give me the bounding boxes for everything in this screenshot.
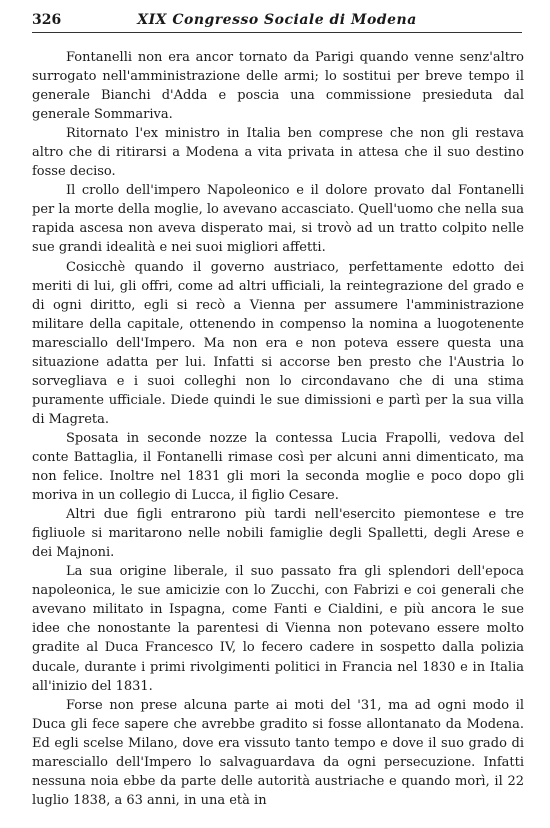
paragraph: Il crollo dell'impero Napoleonico e il dolore provato dal Fontanelli per la morte della moglie, lo avevano accasciato. Quell'uomo che nella sua rapida ascesa non aveva disperato mai, si trovò ad un tratto colpito nelle sue grandi idealità e nei suoi migliori affetti.	[32, 183, 524, 256]
body-text	[32, 48, 524, 810]
paragraph: La sua origine liberale, il suo passato fra gli splendori dell'epoca napoleonica, le sue amicizie con lo Zucchi, con Fabrizi e coi generali che avevano militato in Ispagna, come Fanti e Cialdini, e più ancora le sue idee che nonostante la parentesi di Vienna non potevano essere molto gradite al Duca Francesco IV, lo fecero cadere in sospetto dalla polizia ducale, durante i primi rivolgimenti politici in Francia nel 1830 e in Italia all'inizio del 1831.	[32, 564, 524, 694]
paragraph: Fontanelli non era ancor tornato da Parigi quando venne senz'altro surrogato nell'amministrazione delle armi; lo sostitui per breve tempo il generale Bianchi d'Adda e poscia una commissione presieduta dal generale Sommariva.	[32, 50, 524, 123]
paragraph: Ritornato l'ex ministro in Italia ben comprese che non gli restava altro che di ritirarsi a Modena a vita privata in attesa che il suo destino fosse deciso.	[32, 126, 524, 180]
paragraph: Cosicchè quando il governo austriaco, perfettamente edotto dei meriti di lui, gli offri, come ad altri ufficiali, la reintegrazione del grado e di ogni diritto, egli si recò a Vienna per assumere l'amministrazione militare della capitale, ottenendo in compenso la nomina a luogotenente maresciallo dell'Impero. Ma non era e non poteva essere questa una situazione adatta per lui. Infatti si accorse ben presto che l'Austria lo sorvegliava e i suoi colleghi non lo circondavano che di una stima puramente ufficiale. Diede quindi le sue dimissioni e partì per la sua villa di Magreta.	[32, 259, 524, 427]
running-title: XIX Congresso Sociale di Modena	[137, 12, 417, 28]
page-number: 326	[32, 12, 62, 28]
page-header	[32, 10, 522, 33]
paragraph: Forse non prese alcuna parte ai moti del '31, ma ad ogni modo il Duca gli fece sapere che avrebbe gradito si fosse allontanato da Modena. Ed egli scelse Milano, dove era vissuto tanto tempo e dove il suo grado di maresciallo dell'Impero lo salvaguardava da ogni persecuzione. Infatti nessuna noia ebbe da parte delle autorità austriache e quando morì, il 22 luglio 1838, a 63 anni, in una età in	[32, 697, 524, 808]
paragraph: Sposata in seconde nozze la contessa Lucia Frapolli, vedova del conte Battaglia, il Fontanelli rimase così per alcuni anni dimenticato, ma non felice. Inoltre nel 1831 gli mori la seconda moglie e poco dopo gli moriva in un collegio di Lucca, il figlio Cesare.	[32, 430, 524, 504]
paragraph: Altri due figli entrarono più tardi nell'esercito piemontese e tre figliuole si maritarono nelle nobili famiglie degli Spalletti, degli Arese e dei Majnoni.	[32, 507, 524, 561]
